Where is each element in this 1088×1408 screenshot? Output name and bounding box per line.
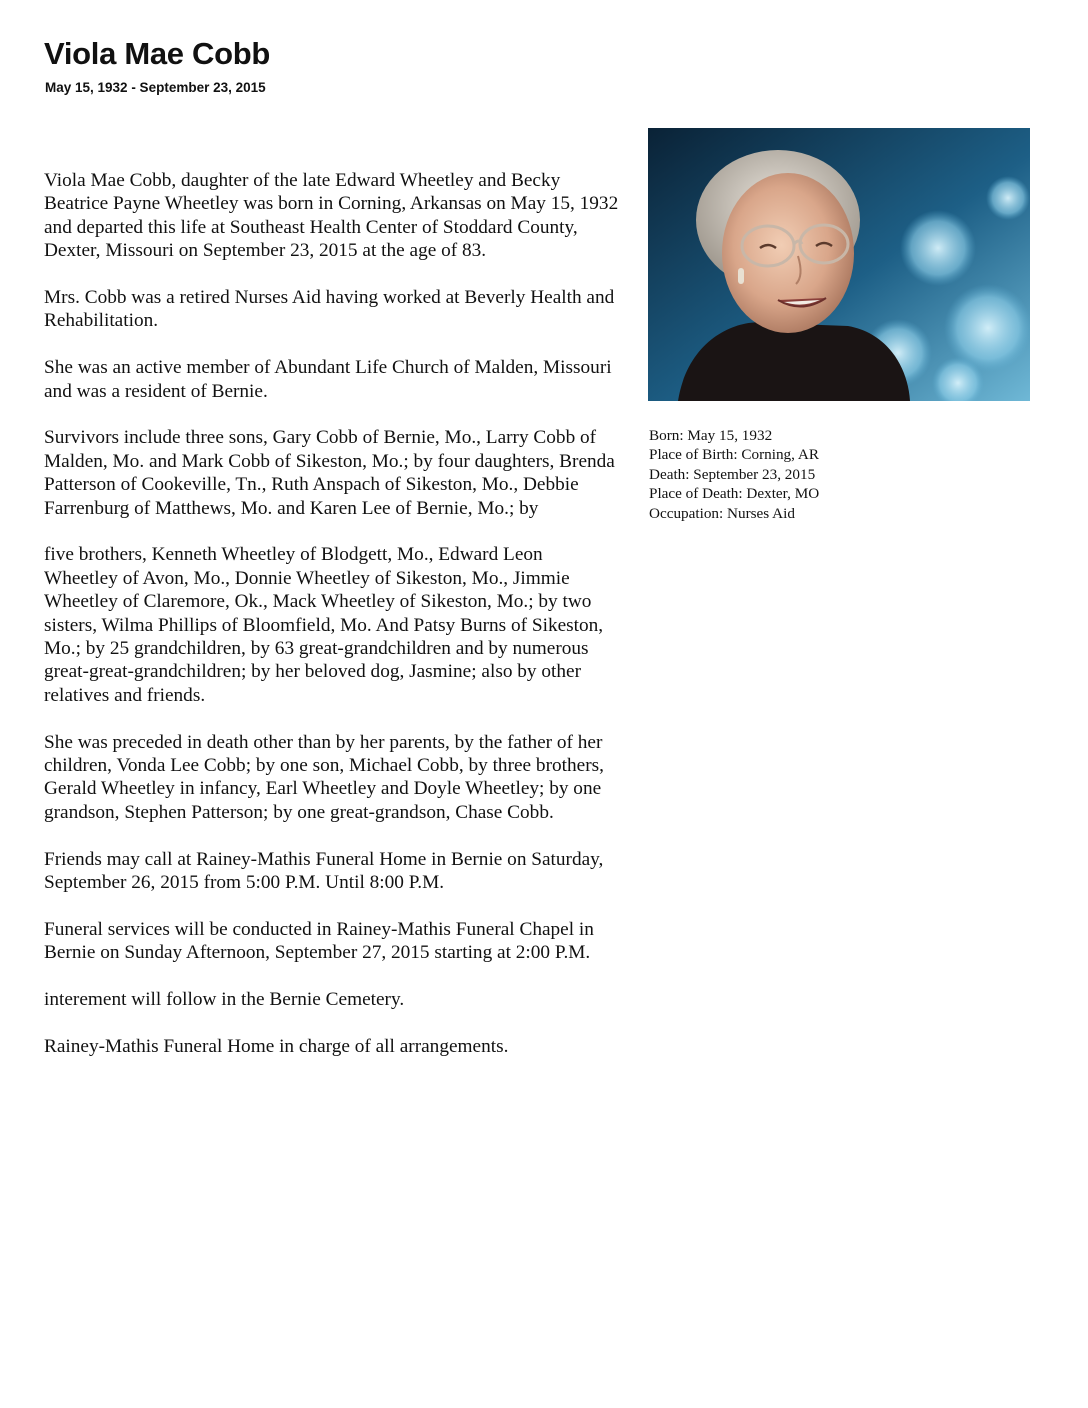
fact-occupation: Occupation: Nurses Aid: [649, 504, 795, 522]
paragraph-preceded: She was preceded in death other than by her parents, by the father of her children, Vonda Lee Cobb; by one son, Michael Cobb, by three brothers, Gerald Wheetley in infancy, Earl Wheetley and Doyle Wheetley; by one grandson, Stephen Patterson; by one great-grandson, Chase Cobb.: [44, 731, 604, 823]
life-dates: May 15, 1932 - September 23, 2015: [45, 80, 266, 95]
paragraph-visitation: Friends may call at Rainey-Mathis Funeral Home in Bernie on Saturday, September 26, 2015 from 5:00 P.M. Until 8:00 P.M.: [44, 848, 604, 894]
paragraph-survivors: Survivors include three sons, Gary Cobb of Bernie, Mo., Larry Cobb of Malden, Mo. and Mark Cobb of Sikeston, Mo.; by four daughters, Brenda Patterson of Cookeville, Tn., Ruth Anspach of Sikeston, Mo., Debbie Farrenburg of Matthews, Mo. and Karen Lee of Bernie, Mo.; by: [44, 427, 615, 519]
obituary-name: Viola Mae Cobb: [44, 36, 271, 71]
portrait-illustration: [648, 128, 1030, 401]
paragraph-church: She was an active member of Abundant Life Church of Malden, Missouri and was a resident of Bernie.: [44, 357, 612, 402]
fact-death: Death: September 23, 2015: [649, 465, 816, 483]
paragraph-interment: interement will follow in the Bernie Cemetery.: [44, 989, 405, 1011]
obituary-body: [44, 169, 619, 1082]
fact-place-of-birth: Place of Birth: Corning, AR: [649, 446, 820, 464]
paragraph-arrangements: Rainey-Mathis Funeral Home in charge of all arrangements.: [44, 1035, 509, 1057]
paragraph-intro: Viola Mae Cobb, daughter of the late Edward Wheetley and Becky Beatrice Payne Wheetley was born in Corning, Arkansas on May 15, 1932 and departed this life at Southeast Health Center of Stoddard County, Dexter, Missouri on September 23, 2015 at the age of 83.: [44, 170, 619, 262]
vital-facts: [649, 426, 819, 523]
paragraph-occupation: Mrs. Cobb was a retired Nurses Aid having worked at Beverly Health and Rehabilitation.: [44, 287, 615, 332]
fact-place-of-death: Place of Death: Dexter, MO: [649, 485, 820, 503]
portrait-photo: [648, 128, 1030, 401]
paragraph-services: Funeral services will be conducted in Rainey-Mathis Funeral Chapel in Bernie on Sunday Afternoon, September 27, 2015 starting at 2:00 P.M.: [44, 918, 594, 964]
fact-born: Born: May 15, 1932: [649, 427, 773, 444]
paragraph-siblings: five brothers, Kenneth Wheetley of Blodgett, Mo., Edward Leon Wheetley of Avon, Mo., Donnie Wheetley of Sikeston, Mo., Jimmie Wheetley of Claremore, Ok., Mack Wheetley of Sikeston, Mo.; by two sisters, Wilma Phillips of Bloomfield, Mo. And Patsy Burns of Sikeston, Mo.; by 25 grandchildren, by 63 great-grandchildren and by numerous great-great-grandchildren; by her beloved dog, Jasmine; also by other relatives and friends.: [44, 544, 604, 706]
